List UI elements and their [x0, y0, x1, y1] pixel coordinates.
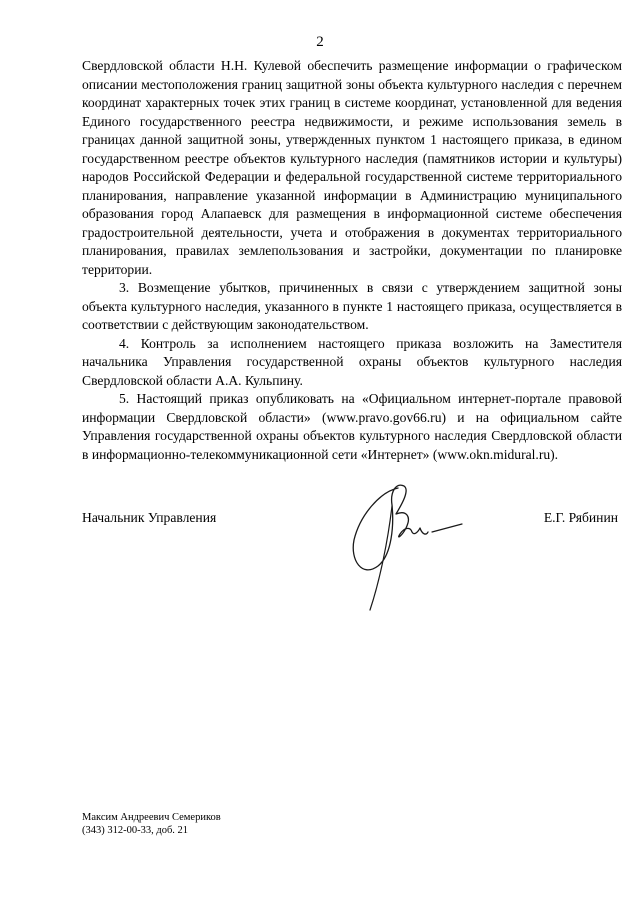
paragraph-item-4: 4. Контроль за исполнением настоящего приказа возложить на Заместителя начальника Управления государственной охраны объектов культурного наследия Свердловской области А.А. Кульпину.	[82, 335, 622, 388]
executor-name: Максим Андреевич Семериков	[82, 812, 221, 823]
executor-phone: (343) 312-00-33, доб. 21	[82, 825, 189, 836]
page-number: 2	[316, 34, 324, 50]
handwritten-signature	[340, 470, 470, 620]
signatory-name: Е.Г. Рябинин	[543, 510, 618, 525]
paragraph-item-3: 3. Возмещение убытков, причиненных в связи с утверждением защитной зоны объекта культурного наследия, указанного в пункте 1 настоящего приказа, осуществляется в соответствии с действующим законодательством.	[82, 280, 622, 332]
signatory-title: Начальник Управления	[82, 510, 217, 525]
paragraph-item-5: 5. Настоящий приказ опубликовать на «Официальном интернет-портале правовой информации Свердловской области» (www.pravo.gov66.ru) и на официальном сайте Управления государственной охраны объектов культурного наследия Свердловской области в информационно-телекоммуникационной сети «Интернет» (www.okn.midural.ru).	[82, 391, 622, 462]
document-body	[82, 57, 622, 464]
executor-footer	[82, 811, 221, 837]
paragraph-continuation: Свердловской области Н.Н. Кулевой обеспечить размещение информации о графическом описании местоположения границ защитной зоны объекта культурного наследия с перечнем координат характерных точек этих границ в системе координат, установленной для ведения Единого государственного реестра недвижимости, и режиме использования земель в границах данной защитной зоны, утвержденных пунктом 1 настоящего приказа, в едином государственном реестре объектов культурного наследия (памятников истории и культуры) народов Российской Федерации и федеральной государственной системе территориального планирования, направление указанной информации в Администрацию муниципального образования город Алапаевск для размещения в информационной системе обеспечения градостроительной деятельности, учета и отображения в документах территориального планирования, правилах землепользования и застройки, документации по планировке территории.	[82, 58, 622, 277]
